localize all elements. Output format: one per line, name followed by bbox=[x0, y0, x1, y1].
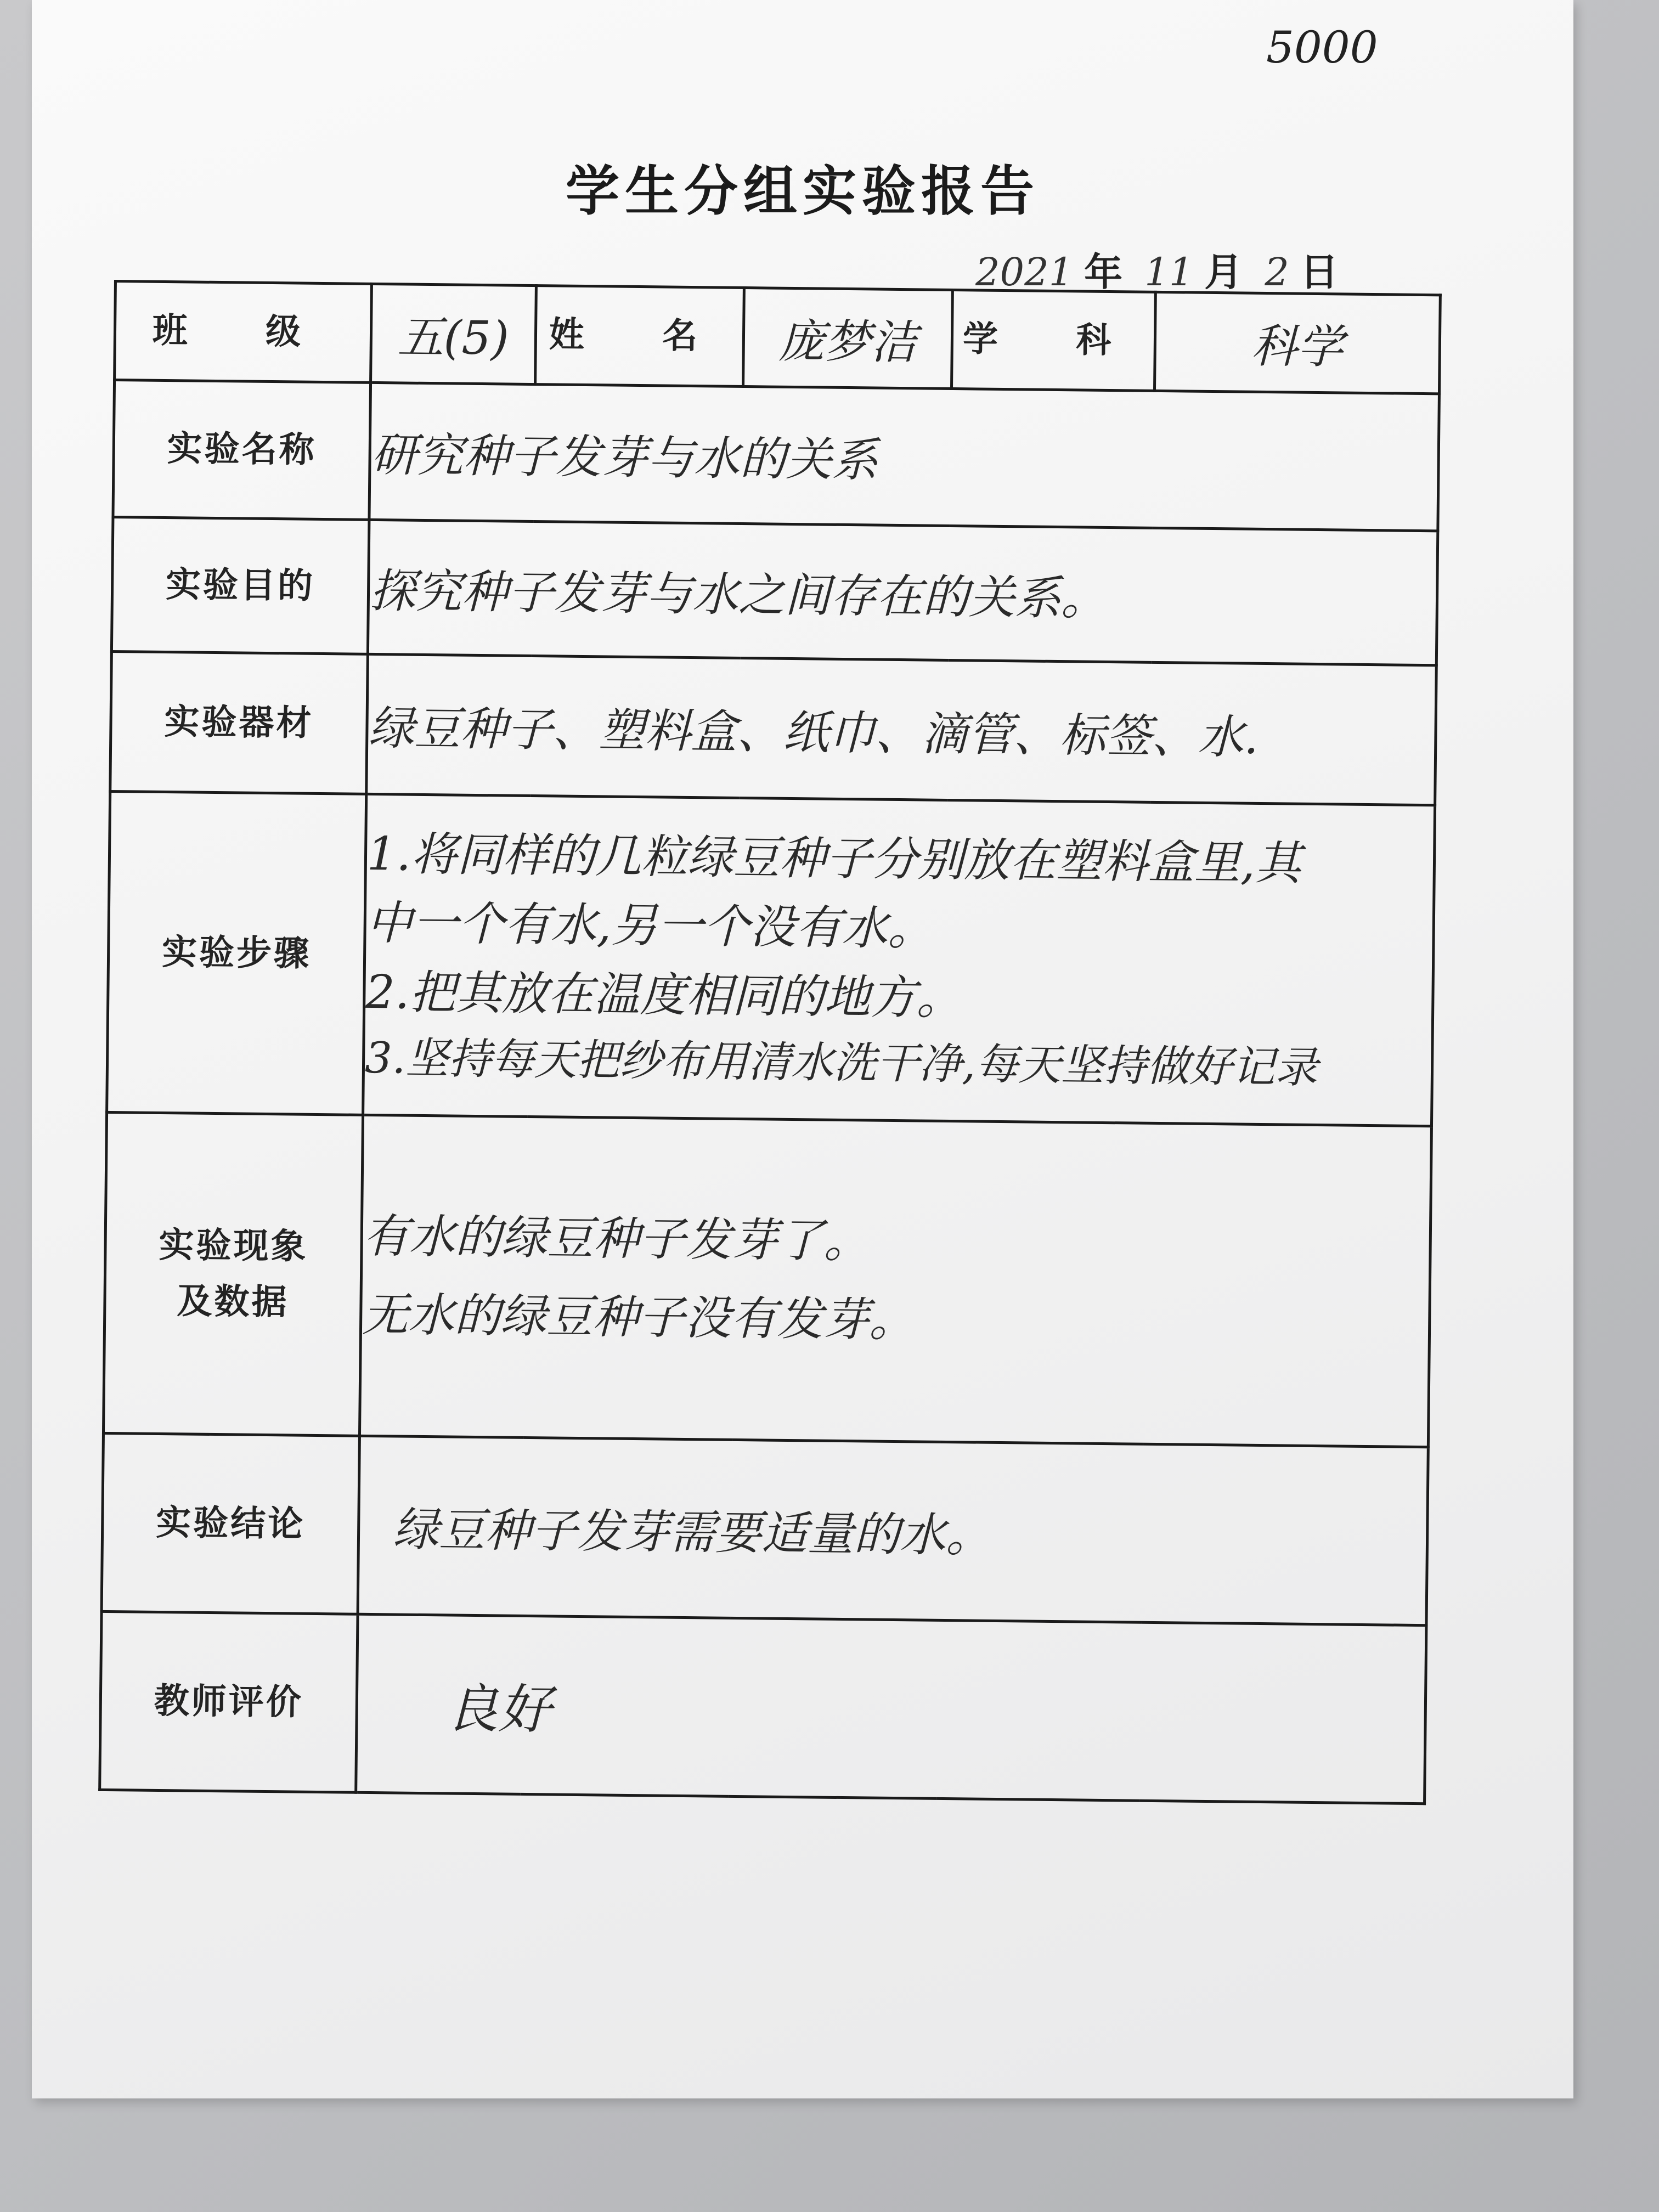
document-title: 学生分组实验报告 bbox=[565, 160, 1040, 223]
purpose-row bbox=[111, 517, 1437, 665]
purpose-value: 探究种子发芽与水之间存在的关系。 bbox=[368, 520, 1438, 665]
header-row bbox=[115, 281, 1441, 394]
name-value: 庞梦洁 bbox=[743, 288, 952, 389]
step-line-1: 1.将同样的几粒绿豆种子分别放在塑料盒里,其 bbox=[366, 826, 1302, 890]
step-line-4: 3.坚持每天把纱布用清水洗干净,每天坚持做好记录 bbox=[364, 1033, 1318, 1093]
observations-label-line-2: 及数据 bbox=[177, 1281, 289, 1323]
date-month: 11 bbox=[1144, 250, 1194, 295]
date-month-label: 月 bbox=[1204, 250, 1243, 295]
conclusion-value: 绿豆种子发芽需要适量的水。 bbox=[358, 1436, 1428, 1625]
report-table bbox=[98, 280, 1442, 1805]
corner-note: 5000 bbox=[1266, 22, 1378, 73]
date-year-label: 年 bbox=[1084, 250, 1123, 295]
subject-label: 学 科 bbox=[951, 290, 1155, 391]
observation-line-2: 无水的绿豆种子没有发芽。 bbox=[362, 1287, 916, 1347]
name-label: 姓 名 bbox=[535, 286, 744, 387]
teacher-review-value: 良好 bbox=[356, 1614, 1426, 1803]
conclusion-row bbox=[101, 1433, 1428, 1625]
steps-row bbox=[107, 791, 1435, 1126]
experiment-name-label: 实验名称 bbox=[113, 380, 370, 520]
experiment-name-value: 研究种子发芽与水的关系 bbox=[369, 382, 1440, 531]
conclusion-label: 实验结论 bbox=[101, 1433, 359, 1614]
materials-value: 绿豆种子、塑料盒、纸巾、滴管、标签、水. bbox=[366, 654, 1437, 805]
date-day-label: 日 bbox=[1300, 250, 1339, 295]
step-line-3: 2.把其放在温度相同的地方。 bbox=[365, 964, 963, 1025]
observations-label-line-1: 实验现象 bbox=[159, 1224, 308, 1267]
date-year: 2021 bbox=[975, 250, 1074, 295]
steps-value bbox=[363, 794, 1435, 1126]
class-label: 班 级 bbox=[115, 281, 372, 383]
teacher-review-label: 教师评价 bbox=[100, 1611, 358, 1792]
step-line-2: 中一个有水,另一个没有水。 bbox=[366, 895, 934, 956]
subject-value: 科学 bbox=[1154, 292, 1440, 393]
steps-label: 实验步骤 bbox=[107, 791, 366, 1115]
teacher-review-row bbox=[100, 1611, 1426, 1803]
observation-line-1: 有水的绿豆种子发芽了。 bbox=[363, 1209, 871, 1268]
materials-row bbox=[110, 651, 1437, 805]
report-date bbox=[975, 241, 1361, 297]
experiment-name-row bbox=[113, 380, 1439, 531]
purpose-label: 实验目的 bbox=[111, 517, 369, 654]
observations-value bbox=[359, 1115, 1431, 1447]
materials-label: 实验器材 bbox=[110, 651, 368, 794]
observations-label bbox=[103, 1112, 363, 1436]
observations-row bbox=[103, 1112, 1431, 1447]
date-day: 2 bbox=[1265, 250, 1289, 295]
paper-sheet bbox=[32, 0, 1573, 2098]
class-value: 五(5) bbox=[370, 284, 536, 384]
